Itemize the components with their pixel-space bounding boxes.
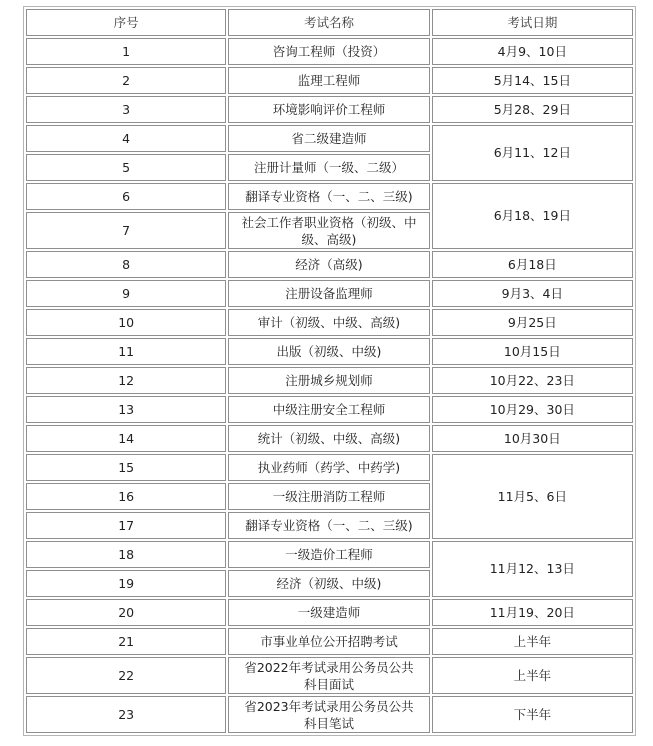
row-exam-name: 省2023年考试录用公务员公共科目笔试 bbox=[228, 696, 429, 733]
table-row bbox=[26, 280, 633, 307]
row-exam-name: 一级注册消防工程师 bbox=[228, 483, 429, 510]
table-row bbox=[26, 183, 633, 210]
row-index: 16 bbox=[26, 483, 226, 510]
row-exam-name: 经济（初级、中级) bbox=[228, 570, 429, 597]
row-index: 13 bbox=[26, 396, 226, 423]
row-index: 21 bbox=[26, 628, 226, 655]
table-row bbox=[26, 96, 633, 123]
row-index: 20 bbox=[26, 599, 226, 626]
row-exam-name: 市事业单位公开招聘考试 bbox=[228, 628, 429, 655]
row-exam-date: 11月19、20日 bbox=[432, 599, 633, 626]
row-exam-date: 6月18日 bbox=[432, 251, 633, 278]
table-header-row bbox=[26, 9, 633, 36]
row-index: 18 bbox=[26, 541, 226, 568]
row-exam-name: 社会工作者职业资格（初级、中级、高级) bbox=[228, 212, 429, 249]
table-row bbox=[26, 367, 633, 394]
header-exam-date: 考试日期 bbox=[432, 9, 633, 36]
row-index: 7 bbox=[26, 212, 226, 249]
row-exam-name: 注册设备监理师 bbox=[228, 280, 429, 307]
row-exam-date: 11月12、13日 bbox=[432, 541, 633, 597]
row-exam-name: 审计（初级、中级、高级) bbox=[228, 309, 429, 336]
header-exam-name: 考试名称 bbox=[228, 9, 429, 36]
table-row bbox=[26, 338, 633, 365]
table-row bbox=[26, 599, 633, 626]
table-row bbox=[26, 396, 633, 423]
row-exam-date: 下半年 bbox=[432, 696, 633, 733]
row-exam-name: 监理工程师 bbox=[228, 67, 429, 94]
row-index: 8 bbox=[26, 251, 226, 278]
row-exam-date: 6月18、19日 bbox=[432, 183, 633, 249]
row-exam-date: 上半年 bbox=[432, 657, 633, 694]
table-row bbox=[26, 425, 633, 452]
row-index: 5 bbox=[26, 154, 226, 181]
row-exam-date: 10月29、30日 bbox=[432, 396, 633, 423]
row-index: 1 bbox=[26, 38, 226, 65]
table-row bbox=[26, 309, 633, 336]
table-row bbox=[26, 657, 633, 694]
row-exam-date: 6月11、12日 bbox=[432, 125, 633, 181]
exam-schedule-table bbox=[23, 6, 636, 736]
row-exam-name: 执业药师（药学、中药学) bbox=[228, 454, 429, 481]
row-index: 6 bbox=[26, 183, 226, 210]
row-exam-name: 中级注册安全工程师 bbox=[228, 396, 429, 423]
row-exam-name: 注册计量师（一级、二级） bbox=[228, 154, 429, 181]
row-index: 22 bbox=[26, 657, 226, 694]
row-index: 19 bbox=[26, 570, 226, 597]
row-index: 2 bbox=[26, 67, 226, 94]
row-index: 15 bbox=[26, 454, 226, 481]
row-exam-date: 5月14、15日 bbox=[432, 67, 633, 94]
header-index: 序号 bbox=[26, 9, 226, 36]
row-exam-date: 9月25日 bbox=[432, 309, 633, 336]
row-exam-name: 翻译专业资格（一、二、三级) bbox=[228, 512, 429, 539]
table-row bbox=[26, 38, 633, 65]
table-row bbox=[26, 67, 633, 94]
table-row bbox=[26, 454, 633, 481]
row-exam-name: 翻译专业资格（一、二、三级) bbox=[228, 183, 429, 210]
table-row bbox=[26, 125, 633, 152]
row-index: 9 bbox=[26, 280, 226, 307]
row-exam-date: 上半年 bbox=[432, 628, 633, 655]
row-index: 17 bbox=[26, 512, 226, 539]
row-index: 11 bbox=[26, 338, 226, 365]
row-exam-date: 10月22、23日 bbox=[432, 367, 633, 394]
row-exam-date: 9月3、4日 bbox=[432, 280, 633, 307]
row-exam-name: 一级建造师 bbox=[228, 599, 429, 626]
row-exam-date: 5月28、29日 bbox=[432, 96, 633, 123]
row-exam-name: 一级造价工程师 bbox=[228, 541, 429, 568]
row-exam-date: 11月5、6日 bbox=[432, 454, 633, 539]
table-row bbox=[26, 696, 633, 733]
row-exam-name: 统计（初级、中级、高级) bbox=[228, 425, 429, 452]
row-index: 10 bbox=[26, 309, 226, 336]
row-exam-name: 环境影响评价工程师 bbox=[228, 96, 429, 123]
row-index: 12 bbox=[26, 367, 226, 394]
row-exam-name: 经济（高级) bbox=[228, 251, 429, 278]
row-exam-name: 省二级建造师 bbox=[228, 125, 429, 152]
table-row bbox=[26, 251, 633, 278]
row-index: 14 bbox=[26, 425, 226, 452]
row-exam-name: 出版（初级、中级) bbox=[228, 338, 429, 365]
table-row bbox=[26, 541, 633, 568]
row-exam-date: 4月9、10日 bbox=[432, 38, 633, 65]
row-exam-name: 咨询工程师（投资） bbox=[228, 38, 429, 65]
row-index: 4 bbox=[26, 125, 226, 152]
row-index: 23 bbox=[26, 696, 226, 733]
row-exam-name: 注册城乡规划师 bbox=[228, 367, 429, 394]
row-exam-name: 省2022年考试录用公务员公共科目面试 bbox=[228, 657, 429, 694]
table-row bbox=[26, 628, 633, 655]
row-exam-date: 10月15日 bbox=[432, 338, 633, 365]
row-index: 3 bbox=[26, 96, 226, 123]
row-exam-date: 10月30日 bbox=[432, 425, 633, 452]
